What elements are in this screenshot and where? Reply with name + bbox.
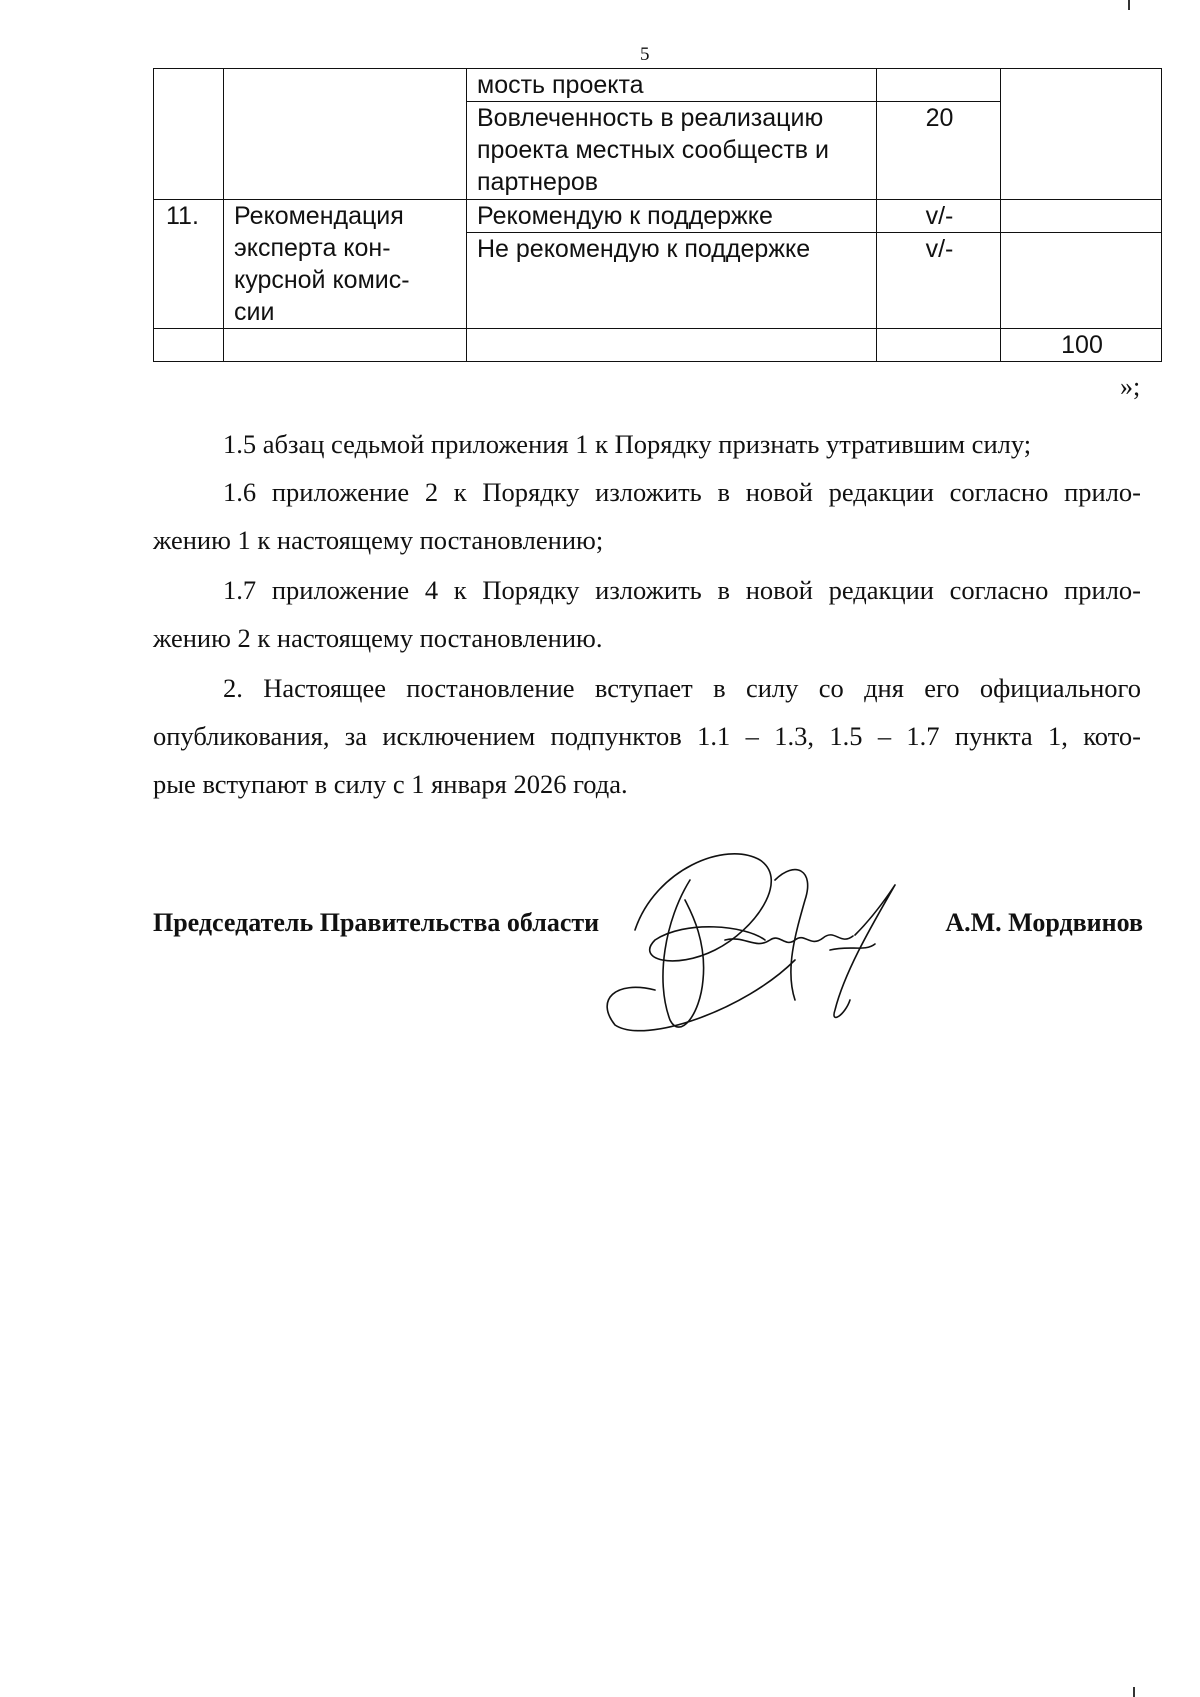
cell-score: 20 (877, 102, 1001, 200)
paragraph-1-7 (153, 566, 1141, 662)
paragraph-line: 1.6 приложение 2 к Порядку изложить в новой редакции согласно прило- (223, 477, 1141, 507)
cell-criterion (224, 200, 467, 329)
cell-total (1001, 233, 1162, 329)
cell-score: v/- (877, 200, 1001, 233)
cell-indicator: мость проекта (467, 69, 877, 102)
paragraph-line: жению 2 к настоящему постановлению. (153, 623, 603, 653)
cell-indicator (467, 102, 877, 200)
cell-num (154, 329, 224, 362)
edge-mark (1133, 1687, 1135, 1697)
indicator-line: проекта местных сообществ и (477, 136, 829, 164)
paragraph-line: 1.7 приложение 4 к Порядку изложить в новой редакции согласно прило- (223, 575, 1141, 605)
paragraph-line: рые вступают в силу с 1 января 2026 года. (153, 769, 628, 799)
criterion-line: курсной комис- (234, 266, 410, 294)
handwritten-signature (595, 840, 975, 1040)
edge-mark (1128, 0, 1130, 10)
paragraph-1-6 (153, 468, 1141, 564)
signatory-title: Председатель Правительства области (153, 908, 600, 937)
paragraph-line: опубликования, за исключением подпунктов 1.1 – 1.3, 1.5 – 1.7 пункта 1, кото- (153, 721, 1141, 751)
table-row (154, 69, 1162, 102)
paragraph-1-5: 1.5 абзац седьмой приложения 1 к Порядку признать утратившим силу; (223, 429, 1032, 459)
cell-total: 100 (1001, 329, 1162, 362)
paragraph-line: 2. Настоящее постановление вступает в силу со дня его официального (223, 673, 1141, 703)
cell-indicator: Не рекомендую к поддержке (467, 233, 877, 329)
paragraph-line: жению 1 к настоящему постановлению; (153, 525, 604, 555)
page-number: 5 (640, 44, 650, 65)
cell-score (877, 329, 1001, 362)
table-row (154, 200, 1162, 233)
cell-num: 11. (154, 200, 224, 329)
indicator-line: партнеров (477, 168, 599, 196)
cell-score (877, 69, 1001, 102)
cell-criterion (224, 329, 467, 362)
paragraph-2 (153, 664, 1141, 808)
criterion-line: сии (234, 298, 275, 326)
cell-score: v/- (877, 233, 1001, 329)
signatory-name: А.М. Мордвинов (945, 908, 1143, 937)
table-row (154, 329, 1162, 362)
cell-total (1001, 69, 1162, 200)
criterion-line: эксперта кон- (234, 234, 391, 262)
indicator-line: Вовлеченность в реализацию (477, 104, 824, 132)
closing-quote: »; (1120, 372, 1141, 401)
criteria-table (153, 68, 1162, 362)
cell-indicator (467, 329, 877, 362)
cell-criterion (224, 69, 467, 200)
cell-num (154, 69, 224, 200)
cell-indicator: Рекомендую к поддержке (467, 200, 877, 233)
cell-total (1001, 200, 1162, 233)
criterion-line: Рекомендация (234, 202, 404, 230)
